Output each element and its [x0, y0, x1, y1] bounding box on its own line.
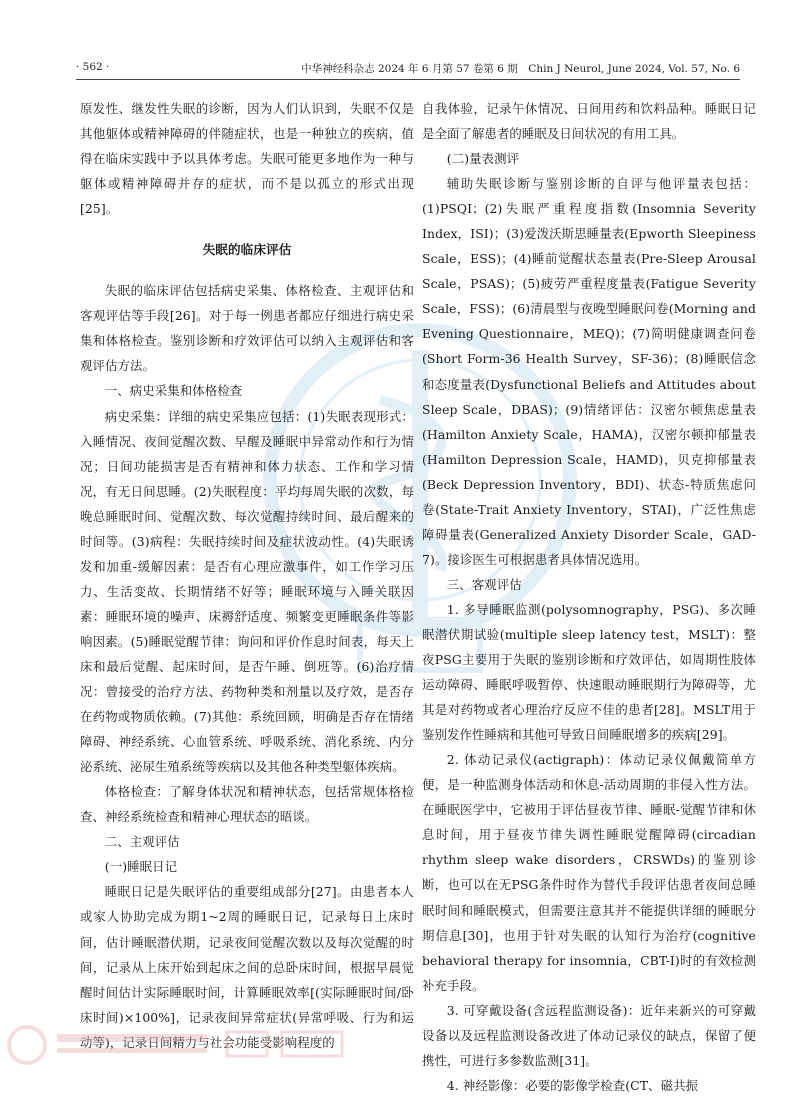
paragraph: 三、客观评估: [446, 576, 522, 592]
paragraph: (二)量表测评: [446, 151, 520, 167]
paragraph: 二、主观评估: [104, 834, 180, 850]
page-number: · 562 ·: [76, 61, 110, 73]
header-rule: [76, 79, 740, 80]
paragraph: 一、病史采集和体格检查: [104, 383, 243, 399]
paragraph: 辅助失眠诊断与鉴别诊断的自评与他评量表包括：(1)PSQI；(2)失眠严重程度指数(Insomnia Severity Index，ISI)；(3)爱泼沃斯思睡量表(Epworth Sleepiness Scale，ESS)；(4)睡前觉醒状态量表(Pre-Sleep Arousal Scale，PSAS)；(5)疲劳严重程度量表(Fatigue Severity Scale，FSS)；(6)清晨型与夜晚型睡眠问卷(Morning and Evening Questionnaire，MEQ)；(7)简明健康调查问卷(Short Form-36 Health Survey，SF-36)；(8)睡眠信念和态度量表(Dysfunctional Beliefs and Attitudes about Sleep Scale，DBAS)；(9)情绪评估：汉密尔顿焦虑量表(Hamilton Anxiety Scale，HAMA)，汉密尔顿抑郁量表(Hamilton Depression Scale，HAMD)，贝克抑郁量表(Beck Depression Inventory，BDI)、状态-特质焦虑问卷(State-Trait Anxiety Inventory，STAI)，广泛性焦虑障碍量表(Generalized Anxiety Disorder Scale，GAD-7)。接诊医生可根据患者具体情况选用。: [422, 176, 756, 567]
paragraph: 自我体验，记录午休情况、日间用药和饮料品种。睡眠日记是全面了解患者的睡眠及日间状况的有用工具。: [422, 101, 756, 142]
paragraph: 睡眠日记是失眠评估的重要组成部分[27]。由患者本人或家人协助完成为期1~2周的睡眠日记，记录每日上床时间，估计睡眠潜伏期，记录夜间觉醒次数以及每次觉醒的时间，记录从上床开始到起床之间的总卧床时间，根据早晨觉醒时间估计实际睡眠时间，计算睡眠效率[(实际睡眠时间/卧床时间)×100%]，记录夜间异常症状(异常呼吸、行为和运动等)，记录日间精力与社会功能受影响程度的: [80, 884, 414, 1050]
right-column: [422, 96, 756, 1098]
paragraph: (一)睡眠日记: [104, 859, 178, 875]
running-header: [76, 58, 740, 80]
paragraph: 体格检查：了解身体状况和精神状态，包括常规体格检查、神经系统检查和精神心理状态的晤谈。: [80, 784, 414, 825]
paragraph: 失眠的临床评估包括病史采集、体格检查、主观评估和客观评估等手段[26]。对于每一例患者都应仔细进行病史采集和体格检查。鉴别诊断和疗效评估可以纳入主观评估和客观评估方法。: [80, 283, 414, 374]
paragraph: 2. 体动记录仪(actigraph)：体动记录仪佩戴简单方便，是一种监测身体活动和休息-活动周期的非侵入性方法。在睡眠医学中，它被用于评估昼夜节律、睡眠-觉醒节律和休息时间，用于昼夜节律失调性睡眠觉醒障碍(circadian rhythm sleep wake disorders，CRSWDs)的鉴别诊断，也可以在无PSG条件时作为替代手段评估患者夜间总睡眠时间和睡眠模式，但需要注意其并不能提供详细的睡眠分期信息[30]，也用于针对失眠的认知行为治疗(cognitive behavioral therapy for insomnia，CBT-I)时的有效检测补充手段。: [422, 752, 756, 993]
paragraph: 1. 多导睡眠监测(polysomnography，PSG)、多次睡眠潜伏期试验(multiple sleep latency test，MSLT)：整夜PSG主要用于失眠的鉴别诊断和疗效评估，如周期性肢体运动障碍、睡眠呼吸暂停、快速眼动睡眠期行为障碍等，尤其是对药物或者心理治疗反应不佳的患者[28]。MSLT用于鉴别发作性睡病和其他可导致日间睡眠增多的疾病[29]。: [422, 601, 756, 743]
paragraph: 原发性、继发性失眠的诊断，因为人们认识到，失眠不仅是其他躯体或精神障碍的伴随症状，也是一种独立的疾病，值得在临床实践中予以具体考虑。失眠可能更多地作为一种与躯体或精神障碍并存的症状，而不是以孤立的形式出现[25]。: [80, 101, 414, 217]
paragraph: 病史采集：详细的病史采集应包括：(1)失眠表现形式：入睡情况、夜间觉醒次数、早醒及睡眠中异常动作和行为情况；日间功能损害是否有精神和体力状态、工作和学习情况，有无日间思睡。(2)失眠程度：平均每周失眠的次数，每晚总睡眠时间、觉醒次数、每次觉醒持续时间、最后醒来的时间等。(3)病程：失眠持续时间及症状波动性。(4)失眠诱发和加重-缓解因素：是否有心理应激事件，如工作学习压力、生活变故、长期情绪不好等；睡眠环境与入睡关联因素：睡眠环境的噪声、床褥舒适度、频繁变更睡眠条件等影响因素。(5)睡眠觉醒节律：询问和评价作息时间表，每天上床和最后觉醒、起床时间，是否午睡、倒班等。(6)治疗情况：曾接受的治疗方法、药物种类和剂量以及疗效，是否存在药物或物质依赖。(7)其他：系统回顾，明确是否存在情绪障碍、神经系统、心血管系统、呼吸系统、消化系统、内分泌系统、泌尿生殖系统等疾病以及其他各种类型躯体疾病。: [80, 408, 414, 775]
paragraph: 3. 可穿戴设备(含远程监测设备)：近年来新兴的可穿戴设备以及远程监测设备改进了体动记录仪的缺点，保留了便携性，可进行多参数监测[31]。: [422, 1002, 756, 1068]
paragraph: 4. 神经影像：必要的影像学检查(CT、磁共振: [446, 1077, 699, 1093]
left-column: [80, 96, 414, 1055]
journal-citation-line: 中华神经科杂志 2024 年 6 月第 57 卷第 6 期 Chin J Neurol, June 2024, Vol. 57, No. 6: [301, 63, 740, 75]
section-heading: 失眠的临床评估: [202, 242, 292, 258]
